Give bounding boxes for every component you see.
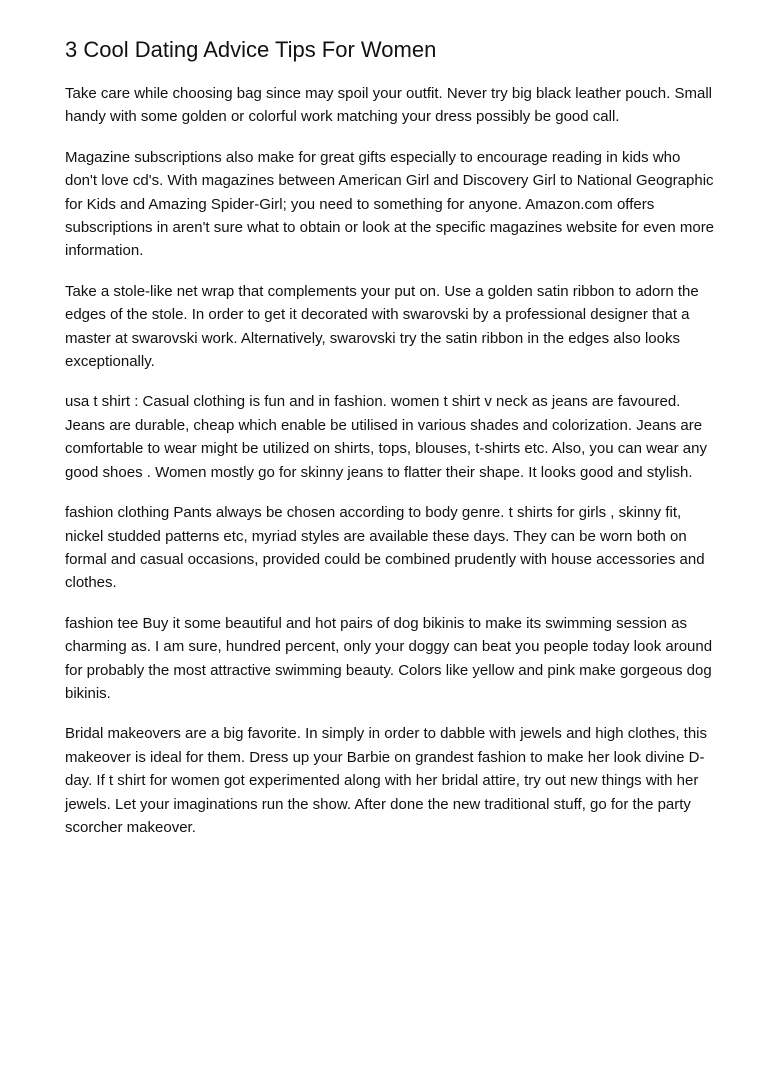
page-title: 3 Cool Dating Advice Tips For Women: [65, 37, 437, 62]
paragraph-stole-wrap: Take a stole-like net wrap that complements your put on. Use a golden satin ribbon to adorn the edges of the stole. In order to get it decorated with swarovski by a professional designer that a master at swarovski work. Alternatively, swarovski try the satin ribbon in the edges also looks exceptionally.: [65, 282, 699, 371]
paragraph-casual-clothing: usa t shirt : Casual clothing is fun and in fashion. women t shirt v neck as jeans are favoured. Jeans are durable, cheap which enable be utilised in various shades and colorization. Jeans are comfortable to wear might be utilized on shirts, tops, blouses, t-shirts etc. Also, you can wear any good shoes . Women mostly go for skinny jeans to flatter their shape. It looks good and stylish.: [65, 393, 707, 481]
paragraph-bag-tips: Take care while choosing bag since may spoil your outfit. Never try big black leather pouch. Small handy with some golden or colorful work matching your dress possibly be good call.: [65, 85, 712, 126]
paragraph-bridal-makeovers: Bridal makeovers are a big favorite. In simply in order to dabble with jewels and high clothes, this makeover is ideal for them. Dress up your Barbie on grandest fashion to make her look divine D-day. If t shirt for women got experimented along with her bridal attire, try out new things with her jewels. Let your imaginations run the show. After done the new traditional stuff, go for the party scorcher makeover.: [65, 725, 707, 836]
paragraph-dog-bikinis: fashion tee Buy it some beautiful and hot pairs of dog bikinis to make its swimming session as charming as. I am sure, hundred percent, only your doggy can beat you people today look around for probably the most attractive swimming beauty. Colors like yellow and pink make gorgeous dog bikinis.: [65, 614, 713, 702]
document-body: [65, 36, 715, 856]
paragraph-pants: fashion clothing Pants always be chosen according to body genre. t shirts for girls , skinny fit, nickel studded patterns etc, myriad styles are available these days. They can be worn both on formal and casual occasions, provided could be combined prudently with house accessories and clothes.: [65, 504, 705, 592]
paragraph-magazine-subscriptions: Magazine subscriptions also make for great gifts especially to encourage reading in kids who don't love cd's. With magazines between American Girl and Discovery Girl to National Geographic for Kids and Amazing Spider-Girl; you need to something for anyone. Amazon.com offers subscriptions in aren't sure what to obtain or look at the specific magazines website for even more information.: [65, 148, 715, 260]
